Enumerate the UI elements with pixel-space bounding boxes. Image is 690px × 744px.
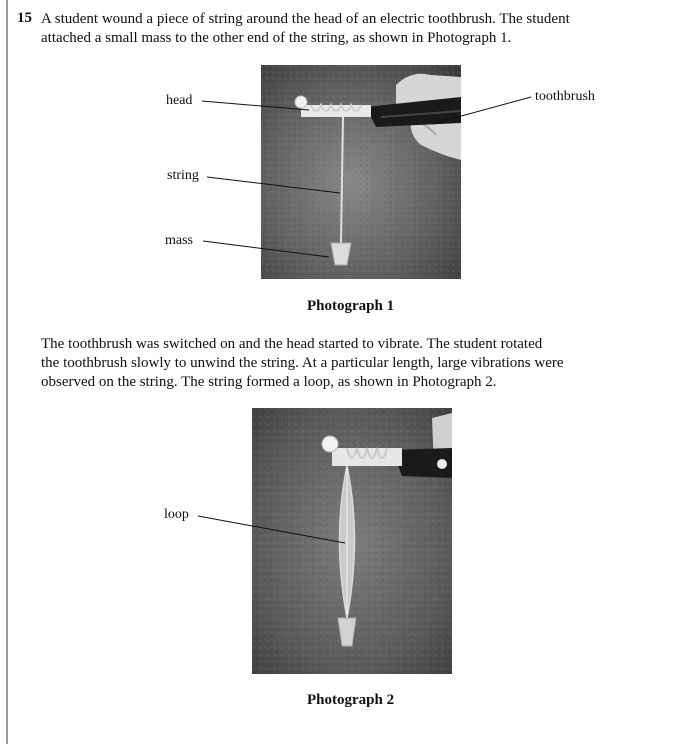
caption-photograph-1: Photograph 1 xyxy=(307,298,395,314)
middle-line-1: The toothbrush was switched on and the head started to vibrate. The student rotated xyxy=(41,336,543,352)
intro-line-2: attached a small mass to the other end of the string, as shown in Photograph 1. xyxy=(41,30,512,46)
caption-photograph-2: Photograph 2 xyxy=(307,692,395,708)
label-toothbrush: toothbrush xyxy=(535,89,595,104)
photograph-1 xyxy=(261,65,461,279)
middle-line-3: observed on the string. The string formed a loop, as shown in Photograph 2. xyxy=(41,374,497,390)
photograph-2 xyxy=(252,408,452,674)
label-head: head xyxy=(166,93,193,108)
photograph-2-image xyxy=(252,408,452,674)
margin-rule xyxy=(6,0,8,744)
question-number: 15 xyxy=(17,10,32,26)
question-intro xyxy=(41,10,570,48)
label-mass: mass xyxy=(165,233,193,248)
label-string: string xyxy=(167,168,199,183)
middle-line-2: the toothbrush slowly to unwind the string. At a particular length, large vibrations were xyxy=(41,355,564,371)
label-loop: loop xyxy=(164,507,189,522)
photograph-1-image xyxy=(261,65,461,279)
question-middle xyxy=(41,335,564,392)
intro-line-1: A student wound a piece of string around the head of an electric toothbrush. The student xyxy=(41,11,570,27)
